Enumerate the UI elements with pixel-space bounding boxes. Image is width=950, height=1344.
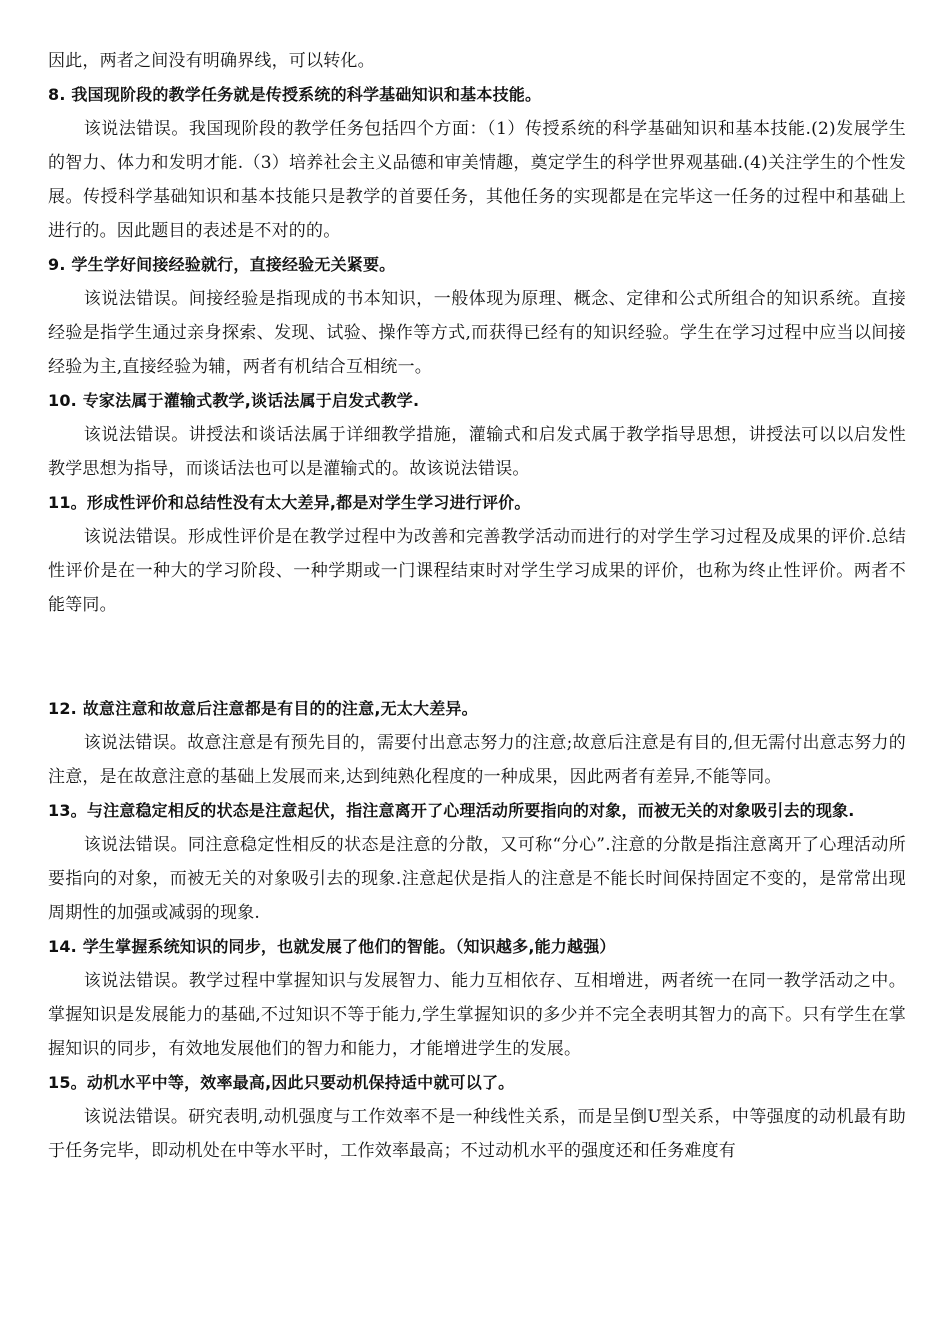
question-10: 10. 专家法属于灌输式教学,谈话法属于启发式教学.	[48, 391, 420, 410]
question-12: 12. 故意注意和故意后注意都是有目的的注意,无太大差异。	[48, 699, 478, 718]
section-gap	[48, 622, 906, 692]
question-11: 11。形成性评价和总结性没有太大差异,都是对学生学习进行评价。	[48, 493, 531, 512]
answer-12: 该说法错误。故意注意是有预先目的，需要付出意志努力的注意;故意后注意是有目的,但无需付出意志努力的注意，是在故意注意的基础上发展而来,达到纯熟化程度的一种成果，因此两者有差异,不能等同。	[48, 733, 906, 787]
answer-10: 该说法错误。讲授法和谈话法属于详细教学措施，灌输式和启发式属于教学指导思想，讲授法可以以启发性教学思想为指导，而谈话法也可以是灌输式的。故该说法错误。	[48, 425, 906, 479]
answer-8: 该说法错误。我国现阶段的教学任务包括四个方面：（1）传授系统的科学基础知识和基本技能.(2)发展学生的智力、体力和发明才能.（3）培养社会主义品德和审美情趣，奠定学生的科学世界观基础.(4)关注学生的个性发展。传授科学基础知识和基本技能只是教学的首要任务，其他任务的实现都是在完毕这一任务的过程中和基础上进行的。因此题目的表述是不对的的。	[48, 119, 906, 241]
answer-14: 该说法错误。教学过程中掌握知识与发展智力、能力互相依存、互相增进，两者统一在同一教学活动之中。掌握知识是发展能力的基础,不过知识不等于能力,学生掌握知识的多少并不完全表明其智力的高下。只有学生在掌握知识的同步，有效地发展他们的智力和能力，才能增进学生的发展。	[48, 971, 906, 1059]
answer-9: 该说法错误。间接经验是指现成的书本知识，一般体现为原理、概念、定律和公式所组合的知识系统。直接经验是指学生通过亲身探索、发现、试验、操作等方式,而获得已经有的知识经验。学生在学习过程中应当以间接经验为主,直接经验为辅，两者有机结合互相统一。	[48, 289, 906, 377]
question-13: 13。与注意稳定相反的状态是注意起伏，指注意离开了心理活动所要指向的对象，而被无关的对象吸引去的现象.	[48, 801, 855, 820]
lead-text: 因此，两者之间没有明确界线，可以转化。	[48, 51, 375, 71]
question-8: 8. 我国现阶段的教学任务就是传授系统的科学基础知识和基本技能。	[48, 85, 542, 104]
answer-15: 该说法错误。研究表明,动机强度与工作效率不是一种线性关系，而是呈倒U型关系，中等强度的动机最有助于任务完毕，即动机处在中等水平时，工作效率最高；不过动机水平的强度还和任务难度有	[48, 1107, 906, 1161]
document-page	[48, 44, 906, 1168]
answer-11: 该说法错误。形成性评价是在教学过程中为改善和完善教学活动而进行的对学生学习过程及成果的评价.总结性评价是在一种大的学习阶段、一种学期或一门课程结束时对学生学习成果的评价，也称为终止性评价。两者不能等同。	[48, 527, 906, 615]
question-15: 15。动机水平中等，效率最高,因此只要动机保持适中就可以了。	[48, 1073, 515, 1092]
question-9: 9. 学生学好间接经验就行，直接经验无关紧要。	[48, 255, 396, 274]
answer-13: 该说法错误。同注意稳定性相反的状态是注意的分散，又可称“分心”.注意的分散是指注意离开了心理活动所要指向的对象，而被无关的对象吸引去的现象.注意起伏是指人的注意是不能长时间保持固定不变的，是常常出现周期性的加强或减弱的现象.	[48, 835, 906, 923]
question-14: 14. 学生掌握系统知识的同步，也就发展了他们的智能。（知识越多,能力越强）	[48, 937, 616, 956]
